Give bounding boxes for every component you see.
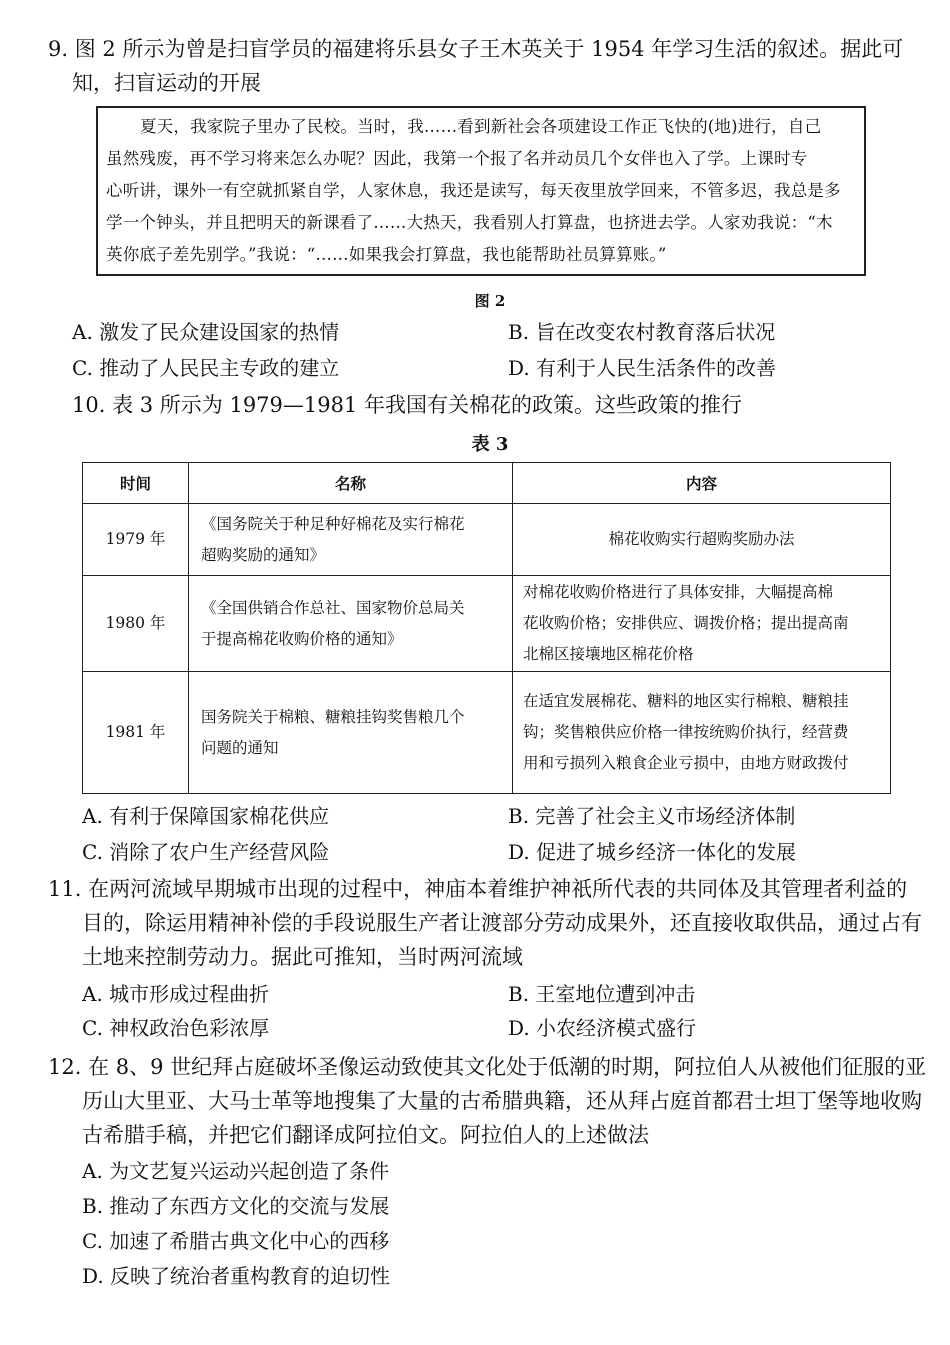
q11-stem-line-3: 土地来控制劳动力。据此可推知，当时两河流域 [82, 945, 523, 969]
q10-option-c[interactable]: C. 消除了农户生产经营风险 [82, 840, 330, 864]
q9-quote-line: 学一个钟头，并且把明天的新课看了……大热天，我看别人打算盘，也挤进去学。人家劝我说：“木 [106, 213, 833, 232]
row-name-line: 《国务院关于种足种好棉花及实行棉花 [201, 514, 465, 533]
row-content-line: 花收购价格；安排供应、调拨价格；提出提高南 [523, 614, 849, 632]
row-content-line: 用和亏损列入粮食企业亏损中，由地方财政拨付 [523, 754, 849, 772]
row-content-line: 在适宜发展棉花、糖料的地区实行棉粮、糖粮挂 [523, 692, 849, 710]
q10-option-a[interactable]: A. 有利于保障国家棉花供应 [82, 804, 330, 828]
q9-quote-line: 心听讲，课外一有空就抓紧自学，人家休息，我还是读写，每天夜里放学回来，不管多迟，我总是多 [106, 181, 841, 200]
header-name: 名称 [189, 463, 513, 504]
row-name [189, 576, 513, 672]
q9-option-a[interactable]: A. 激发了民众建设国家的热情 [72, 320, 340, 344]
q9-quote-text [106, 111, 858, 271]
q11-option-a[interactable]: A. 城市形成过程曲折 [82, 982, 270, 1006]
q12-option-d[interactable]: D. 反映了统治者重构教育的迫切性 [82, 1264, 391, 1288]
q11-option-b[interactable]: B. 王室地位遭到冲击 [508, 982, 696, 1006]
row-content-line: 对棉花收购价格进行了具体安排，大幅提高棉 [523, 583, 834, 601]
q10-option-d[interactable]: D. 促进了城乡经济一体化的发展 [508, 840, 797, 864]
row-name-line: 问题的通知 [201, 738, 279, 757]
table-row [83, 672, 891, 794]
q9-quote-line: 英你底子差先别学。”我说：“……如果我会打算盘，我也能帮助社员算算账。” [106, 245, 667, 264]
q12-option-c[interactable]: C. 加速了希腊古典文化中心的西移 [82, 1229, 390, 1253]
row-name-line: 国务院关于棉粮、糖粮挂钩奖售粮几个 [201, 707, 465, 726]
q11-option-c[interactable]: C. 神权政治色彩浓厚 [82, 1016, 270, 1040]
q12-stem-line-2: 历山大里亚、大马士革等地搜集了大量的古希腊典籍，还从拜占庭首都君士坦丁堡等地收购 [82, 1089, 922, 1113]
row-content [513, 504, 891, 576]
q10-stem: 10. 表 3 所示为 1979—1981 年我国有关棉花的政策。这些政策的推行 [72, 393, 743, 417]
row-content-line: 棉花收购实行超购奖励办法 [608, 530, 795, 548]
row-year: 1979 年 [83, 504, 189, 576]
q12-option-b[interactable]: B. 推动了东西方文化的交流与发展 [82, 1194, 390, 1218]
q11-stem-line-1: 11. 在两河流域早期城市出现的过程中，神庙本着维护神祇所代表的共同体及其管理者利益的 [48, 877, 908, 901]
q9-quote-line: 虽然残废，再不学习将来怎么办呢？因此，我第一个报了名并动员几个女伴也入了学。上课时专 [106, 149, 808, 168]
q10-policy-table [82, 462, 891, 794]
row-name [189, 672, 513, 794]
row-name-line: 于提高棉花收购价格的通知》 [201, 629, 403, 648]
row-content-line: 北棉区接壤地区棉花价格 [523, 645, 694, 663]
q12-stem-line-1: 12. 在 8、9 世纪拜占庭破坏圣像运动致使其文化处于低潮的时期，阿拉伯人从被他们征服的亚 [48, 1055, 927, 1079]
q9-option-b[interactable]: B. 旨在改变农村教育落后状况 [508, 320, 776, 344]
row-content [513, 672, 891, 794]
q11-stem-line-2: 目的，除运用精神补偿的手段说服生产者让渡部分劳动成果外，还直接收取供品，通过占有 [82, 911, 922, 935]
header-content: 内容 [513, 463, 891, 504]
header-time: 时间 [83, 463, 189, 504]
row-name-line: 《全国供销合作总社、国家物价总局关 [201, 598, 465, 617]
row-year: 1981 年 [83, 672, 189, 794]
q9-quote-line: 夏天，我家院子里办了民校。当时，我……看到新社会各项建设工作正飞快的(地)进行，自己 [140, 117, 822, 136]
table-row [83, 504, 891, 576]
q9-option-d[interactable]: D. 有利于人民生活条件的改善 [508, 356, 777, 380]
table-header-row [83, 463, 891, 504]
q10-option-b[interactable]: B. 完善了社会主义市场经济体制 [508, 804, 796, 828]
table-row [83, 576, 891, 672]
q10-table-caption: 表 3 [471, 434, 509, 455]
row-content [513, 576, 891, 672]
q9-option-c[interactable]: C. 推动了人民民主专政的建立 [72, 356, 340, 380]
row-name [189, 504, 513, 576]
q12-option-a[interactable]: A. 为文艺复兴运动兴起创造了条件 [82, 1159, 390, 1183]
q12-stem-line-3: 古希腊手稿，并把它们翻译成阿拉伯文。阿拉伯人的上述做法 [82, 1123, 649, 1147]
q9-figure-caption: 图 2 [474, 292, 506, 310]
q9-stem-line-2: 知，扫盲运动的开展 [72, 71, 261, 95]
q11-option-d[interactable]: D. 小农经济模式盛行 [508, 1016, 697, 1040]
row-year: 1980 年 [83, 576, 189, 672]
row-name-line: 超购奖励的通知》 [201, 545, 326, 564]
row-content-line: 钩；奖售粮供应价格一律按统购价执行，经营费 [523, 723, 849, 741]
q9-stem-line-1: 9. 图 2 所示为曾是扫盲学员的福建将乐县女子王木英关于 1954 年学习生活的叙述。据此可 [48, 37, 904, 61]
